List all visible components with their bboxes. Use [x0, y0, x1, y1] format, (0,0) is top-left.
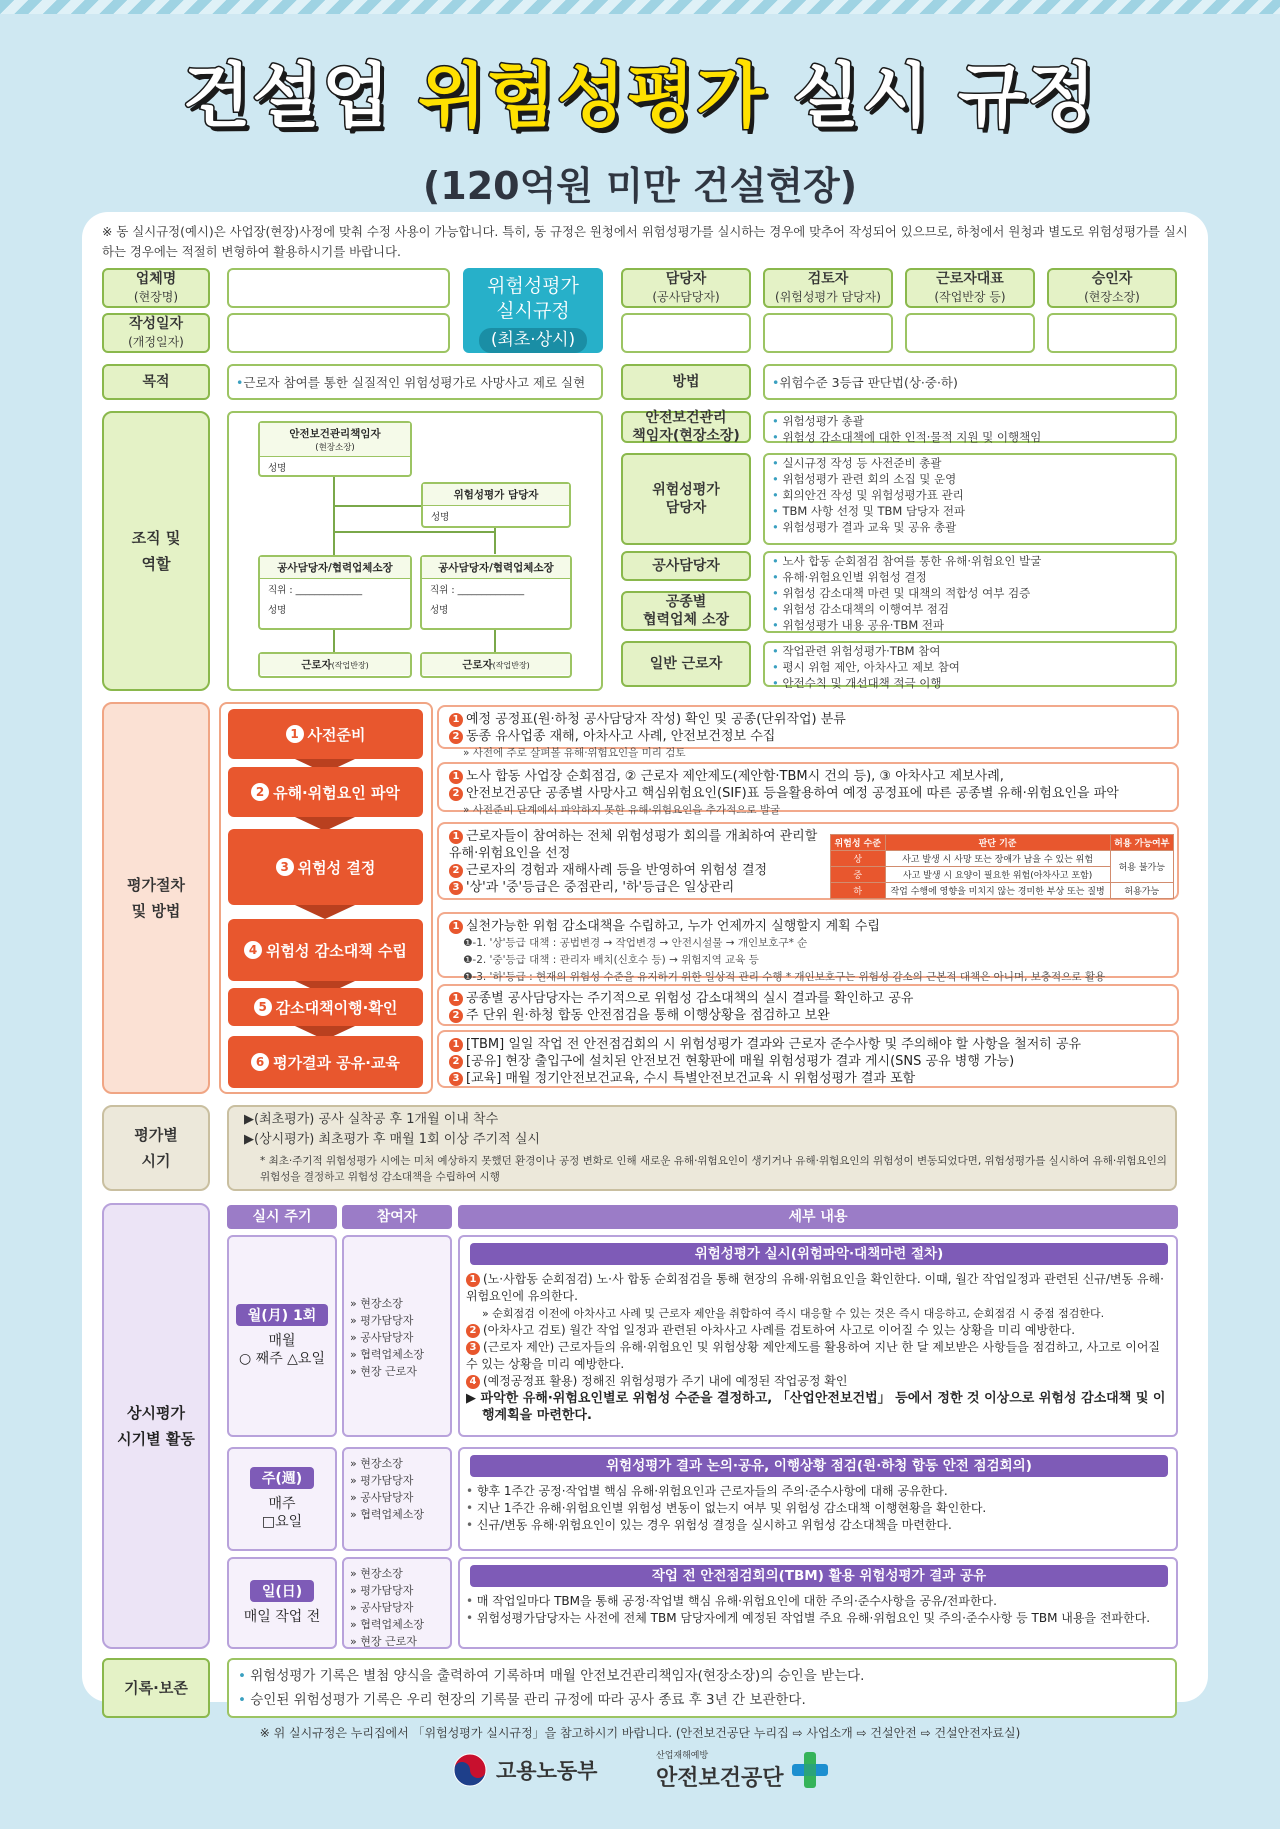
col-details: 세부 내용	[458, 1205, 1178, 1229]
regulation-tag: (최초·상시)	[479, 328, 587, 353]
org-role-label-0: 안전보건관리 책임자(현장소장)	[621, 411, 751, 443]
step-detail-1: 1 예정 공정표(원·하청 공사담당자 작성) 확인 및 공종(단위작업) 분류 2 동종 유사업종 재해, 아차사고 사례, 안전보건정보 수집 » 사전에 주로 살펴볼 유해·위험요인을 미리 검토	[437, 705, 1179, 749]
page-title: 건설업 위험성평가 실시 규정	[182, 55, 1098, 137]
method-label: 방법	[621, 364, 751, 400]
company-label: 업체명 (현장명)	[102, 268, 210, 308]
org-role-items-2: • 노사 합동 순회점검 참여를 통한 유해·위험요인 발굴 • 유해·위험요인별 위험성 결정 • 위험성 감소대책 마련 및 대책의 적합성 여부 검증 • 위험성 감소대책의 이행여부 점검 • 위험성평가 내용 공유·TBM 전파	[772, 554, 1042, 632]
step-detail-3: 1 근로자들이 참여하는 전체 위험성평가 회의를 개최하여 관리할 유해·위험요인을 선정 2 근로자의 경험과 재해사례 등을 반영하여 위험성 결정 3 '상'과 '중'등급은 중점관리, '하'등급은 일상관리	[437, 822, 1179, 900]
org-role-label-3: 공종별 협력업체 소장	[621, 591, 751, 631]
org-role-items-1: • 실시규정 작성 등 사전준비 총괄 • 위험성평가 관련 회의 소집 및 운영 • 회의안건 작성 및 위험성평가표 관리 • TBM 사항 선정 및 TBM 담당자 전파 • 위험성평가 결과 교육 및 공유 총괄	[772, 456, 966, 534]
monthly-bar: 위험성평가 실시(위험파악·대책마련 절차)	[470, 1243, 1168, 1265]
role-signature-2[interactable]	[905, 313, 1035, 353]
header	[0, 40, 1280, 210]
record-text: • 위험성평가 기록은 별첨 양식을 출력하여 기록하며 매월 안전보건관리책임자(현장소장)의 승인을 받는다. • 승인된 위험성평가 기록은 우리 현장의 기록물 관리 규정에 따라 공사 종료 후 3년 간 보관한다.	[238, 1668, 865, 1708]
org-role-item: 회의안건 작성 및 위험성평가표 관리	[782, 488, 964, 502]
step-note: » 사전준비 단계에서 파악하지 못한 유해·위험요인을 추가적으로 발굴	[463, 804, 781, 816]
org-role-label-2: 공사담당자	[621, 551, 751, 581]
step-detail-2: 1 노사 합동 사업장 순회점검, ② 근로자 제안제도(제안함·TBM시 건의 등), ③ 아차사고 제보사례, 2 안전보건공단 공종별 사망사고 핵심위험요인(SIF)표 등을활용하여 예정 공정표에 따른 공종별 유해·위험요인을 파악 » 사전준비 단계에서 파악하지 못한 유해·위험요인을 추가적으로 발굴	[437, 762, 1179, 812]
role-label-3: 승인자 (현장소장)	[1047, 268, 1177, 308]
role-signature-1[interactable]	[763, 313, 893, 353]
monthly-items: 1 (노·사합동 순회점검) 노·사 합동 순회점검을 통해 현장의 유해·위험요인을 확인한다. 이때, 월간 작업일정과 관련된 신규/변동 유해·위험요인에 유의한다. » 순회점검 이전에 아차사고 사례 및 근로자 제안을 취합하여 즉시 대응할 수 있는 것은 즉시 대응하고, 순회점검 시 중점 점검한다. 2 (아차사고 검토) 월간 작업 일정과 관련된 아차사고 사례를 검토하여 사고로 이어질 수 있는 상황을 미리 예방한다. 3 (근로자 제안) 근로자들의 유해·위험요인 및 위험상황 제안제도를 활용하여 지난 한 달 제보받은 사항들을 점검하고, 사고로 이어질 수 있는 상황을 미리 예방한다. 4 (예정공정표 활용) 정해진 위험성평가 주기 내에 예정된 작업공정 확인 ▶ 파악한 유해·위험요인별로 위험성 수준을 결정하고, 「산업안전보건법」 등에서 정한 것 이상으로 위험성 감소대책 및 이행계획을 마련한다.	[466, 1272, 1166, 1423]
org-role-item: 위험성평가 내용 공유·TBM 전파	[782, 618, 945, 632]
cross-icon	[790, 1750, 830, 1790]
role-signature-3[interactable]	[1047, 313, 1177, 353]
regulation-badge	[463, 268, 603, 353]
daily-period: 일(日) 매일 작업 전	[227, 1557, 337, 1649]
org-label: 조직 및 역할	[102, 411, 210, 691]
page-subtitle: (120억원 미만 건설현장)	[422, 164, 858, 208]
timing-line-2: ▶(상시평가) 최초평가 후 매월 1회 이상 주기적 실시	[244, 1132, 540, 1147]
org-role-items-0: • 위험성평가 총괄 • 위험성 감소대책에 대한 인적·물적 지원 및 이행책임	[772, 414, 1042, 444]
org-worker-1: 근로자(작업반장)	[258, 652, 412, 678]
org-role-item: TBM 사항 선정 및 TBM 담당자 전파	[782, 504, 966, 518]
footnote: ※ 위 실시규정은 누리집에서 「위험성평가 실시규정」을 참고하시기 바랍니다. (안전보건공단 누리집 ⇨ 사업소개 ⇨ 건설안전 ⇨ 건설안전자료실)	[259, 1726, 1021, 1740]
col-participants: 참여자	[342, 1205, 452, 1229]
method-text: •위험수준 3등급 판단법(상·중·하)	[772, 375, 958, 390]
org-role-item: 노사 합동 순회점검 참여를 통한 유해·위험요인 발굴	[782, 554, 1042, 568]
role-label-0: 담당자 (공사담당자)	[621, 268, 751, 308]
daily-items: • 매 작업일마다 TBM을 통해 공정·작업별 핵심 유해·위험요인에 대한 주의·준수사항을 공유/전파한다. • 위험성평가담당자는 사전에 전체 TBM 담당자에게 예정된 작업별 주요 유해·위험요인 및 주의·준수사항 등 TBM 내용을 전파한다.	[466, 1594, 1151, 1625]
org-role-items-4: • 작업관련 위험성평가·TBM 참여 • 평시 위험 제안, 아차사고 제보 참여 • 안전수칙 및 개선대책 적극 이행	[772, 644, 960, 690]
daily-badge: 일(日)	[250, 1580, 314, 1602]
col-period: 실시 주기	[227, 1205, 337, 1229]
purpose-text: •근로자 참여를 통한 실질적인 위험성평가로 사망사고 제로 실현	[236, 375, 586, 390]
org-role-item: 안전수칙 및 개선대책 적극 이행	[782, 676, 942, 690]
timing-label: 평가별 시기	[102, 1105, 210, 1191]
role-label-1: 검토자 (위험성평가 담당자)	[763, 268, 893, 308]
weekly-bar: 위험성평가 결과 논의·공유, 이행상황 점검(원·하청 합동 안전 점검회의)	[470, 1455, 1168, 1477]
intro-note: ※ 동 실시규정(예시)은 사업장(현장)사정에 맞춰 수정 사용이 가능합니다. 특히, 동 규정은 원청에서 위험성평가를 실시하는 경우에 맞추어 작성되어 있으므로, 하청에서 원청과 별도로 위험성평가를 실시하는 경우에는 적절히 변형하여 활용하시기를 바랍니다.	[102, 224, 1188, 259]
procedure-label: 평가절차 및 방법	[102, 702, 210, 1094]
org-role-label-4: 일반 근로자	[621, 641, 751, 687]
monthly-participants: » 현장소장 » 평가담당자 » 공사담당자 » 협력업체소장 » 현장 근로자	[342, 1235, 452, 1437]
moel-logo: 고용노동부	[452, 1752, 597, 1788]
weekly-period: 주(週) 매주 □요일	[227, 1447, 337, 1551]
org-role-item: 위험성평가 총괄	[782, 414, 864, 428]
purpose-label: 목적	[102, 364, 210, 400]
role-signature-0[interactable]	[621, 313, 751, 353]
step-detail-6: 1 [TBM] 일일 작업 전 안전점검회의 시 위험성평가 결과와 근로자 준수사항 및 주의해야 할 사항을 철저히 공유 2 [공유] 현장 출입구에 설치된 안전보건 현황판에 매월 위험성평가 결과 게시(SNS 공유 병행 가능) 3 [교육] 매월 정기안전보건교육, 수시 특별안전보건교육 시 위험성평가 결과 포함	[437, 1030, 1179, 1088]
regulation-title: 위험성평가 실시규정	[487, 275, 579, 322]
role-label-2: 근로자대표 (작업반장 등)	[905, 268, 1035, 308]
step-6: 6 평가결과 공유·교육	[228, 1036, 423, 1088]
org-role-item: 위험성평가 관련 회의 소집 및 운영	[782, 472, 957, 486]
step-arrow-3	[295, 905, 355, 919]
org-subcontractor-2: 공사담당자/협력업체소장 직위 : ______________ 성명	[420, 555, 572, 630]
step-5: 5 감소대책이행·확인	[228, 988, 423, 1026]
daily-bar: 작업 전 안전점검회의(TBM) 활용 위험성평가 결과 공유	[470, 1565, 1168, 1587]
org-role-item: 작업관련 위험성평가·TBM 참여	[782, 644, 941, 658]
monthly-badge: 월(月) 1회	[236, 1304, 328, 1326]
company-field[interactable]	[227, 268, 450, 308]
weekly-badge: 주(週)	[250, 1467, 314, 1489]
daily-participants: » 현장소장 » 평가담당자 » 공사담당자 » 협력업체소장 » 현장 근로자	[342, 1557, 452, 1649]
step-4: 4 위험성 감소대책 수립	[228, 919, 423, 981]
org-role-item: 위험성평가 결과 교육 및 공유 총괄	[782, 520, 957, 534]
weekly-items: • 향후 1주간 공정·작업별 핵심 유해·위험요인과 근로자들의 주의·준수사항에 대해 공유한다. • 지난 1주간 유해·위험요인별 위험성 변동이 없는지 여부 및 위험성 감소대책 이행현황을 확인한다. • 신규/변동 유해·위험요인이 있는 경우 위험성 결정을 실시하고 위험성 감소대책을 마련한다.	[466, 1484, 987, 1532]
risk-level-table: 위험성 수준 판단 기준 허용 가능여부 상 사고 발생 시 사망 또는 장애가 남을 수 있는 위험 허용 불가능 중 사고 발생 시 요양이 필요한 위험(아차사고 포함) 하 작업 수행에 영향을 미치지 않는 경미한 부상 또는 질병 허용가능	[830, 834, 1174, 899]
step-1: 1 사전준비	[228, 709, 423, 759]
org-chief: 안전보건관리책임자 (현장소장) 성명	[258, 421, 412, 477]
timing-note: * 최초·주기적 위험성평가 시에는 미처 예상하지 못했던 환경이나 공정 변화로 인해 새로운 유해·위험요인이 생기거나 유해·위험요인의 위험성이 변동되었다면, 위험성평가를 실시하여 유해·위험요인의 위험성을 결정하고 위험성 감소대책을 수립하여 시행	[260, 1155, 1167, 1183]
org-role-item: 실시규정 작성 등 사전준비 총괄	[782, 456, 942, 470]
monthly-period: 월(月) 1회 매월 ○ 째주 △요일	[227, 1235, 337, 1437]
org-role-item: 위험성 감소대책의 이행여부 점검	[782, 602, 949, 616]
org-role-item: 위험성 감소대책 마련 및 대책의 적합성 여부 검증	[782, 586, 1031, 600]
org-role-item: 유해·위험요인별 위험성 결정	[782, 570, 927, 584]
step-detail-4: 1 실천가능한 위험 감소대책을 수립하고, 누가 언제까지 실행할지 계획 수립 ❶-1. '상'등급 대책 : 공법변경 → 작업변경 → 안전시설물 → 개인보호구* 순 ❶-2. '중'등급 대책 : 관리자 배치(신호수 등) → 위험지역 교육 등 ❶-3. '하'등급 : 현재의 위험성 수준을 유지하기 위한 일상적 관리 수행 * 개인보호구는 위험성 감소의 근본적 대책은 아니며, 보충적으로 활용	[437, 912, 1179, 978]
org-worker-2: 근로자(작업반장)	[420, 652, 572, 678]
step-2: 2 유해·위험요인 파악	[228, 767, 423, 817]
step-note: ❶-2. '중'등급 대책 : 관리자 배치(신호수 등) → 위험지역 교육 등	[463, 954, 759, 966]
step-3: 3 위험성 결정	[228, 829, 423, 905]
record-label: 기록·보존	[102, 1658, 210, 1718]
org-role-item: 위험성 감소대책에 대한 인적·물적 지원 및 이행책임	[782, 430, 1042, 444]
org-risk-manager: 위험성평가 담당자 성명	[421, 482, 571, 528]
date-label: 작성일자 (개정일자)	[102, 313, 210, 353]
taegeuk-icon	[452, 1752, 488, 1788]
step-note: ❶-3. '하'등급 : 현재의 위험성 수준을 유지하기 위한 일상적 관리 수행 * 개인보호구는 위험성 감소의 근본적 대책은 아니며, 보충적으로 활용	[463, 971, 1106, 983]
org-role-label-1: 위험성평가 담당자	[621, 453, 751, 545]
regular-label: 상시평가 시기별 활동	[102, 1203, 210, 1649]
org-role-item: 평시 위험 제안, 아차사고 제보 참여	[782, 660, 960, 674]
top-stripe	[0, 0, 1280, 14]
timing-line-1: ▶(최초평가) 공사 실착공 후 1개월 이내 착수	[244, 1112, 499, 1127]
weekly-participants: » 현장소장 » 평가담당자 » 공사담당자 » 협력업체소장	[342, 1447, 452, 1551]
kosha-logo: 산업재해예방 안전보건공단	[656, 1748, 830, 1792]
step-note: ❶-1. '상'등급 대책 : 공법변경 → 작업변경 → 안전시설물 → 개인보호구* 순	[463, 937, 808, 949]
step-note: » 사전에 주로 살펴볼 유해·위험요인을 미리 검토	[463, 747, 686, 759]
date-field[interactable]	[227, 313, 450, 353]
org-subcontractor-1: 공사담당자/협력업체소장 직위 : ______________ 성명	[258, 555, 412, 630]
step-detail-5: 1 공종별 공사담당자는 주기적으로 위험성 감소대책의 실시 결과를 확인하고 공유 2 주 단위 원·하청 합동 안전점검을 통해 이행상황을 점검하고 보완	[437, 984, 1179, 1026]
